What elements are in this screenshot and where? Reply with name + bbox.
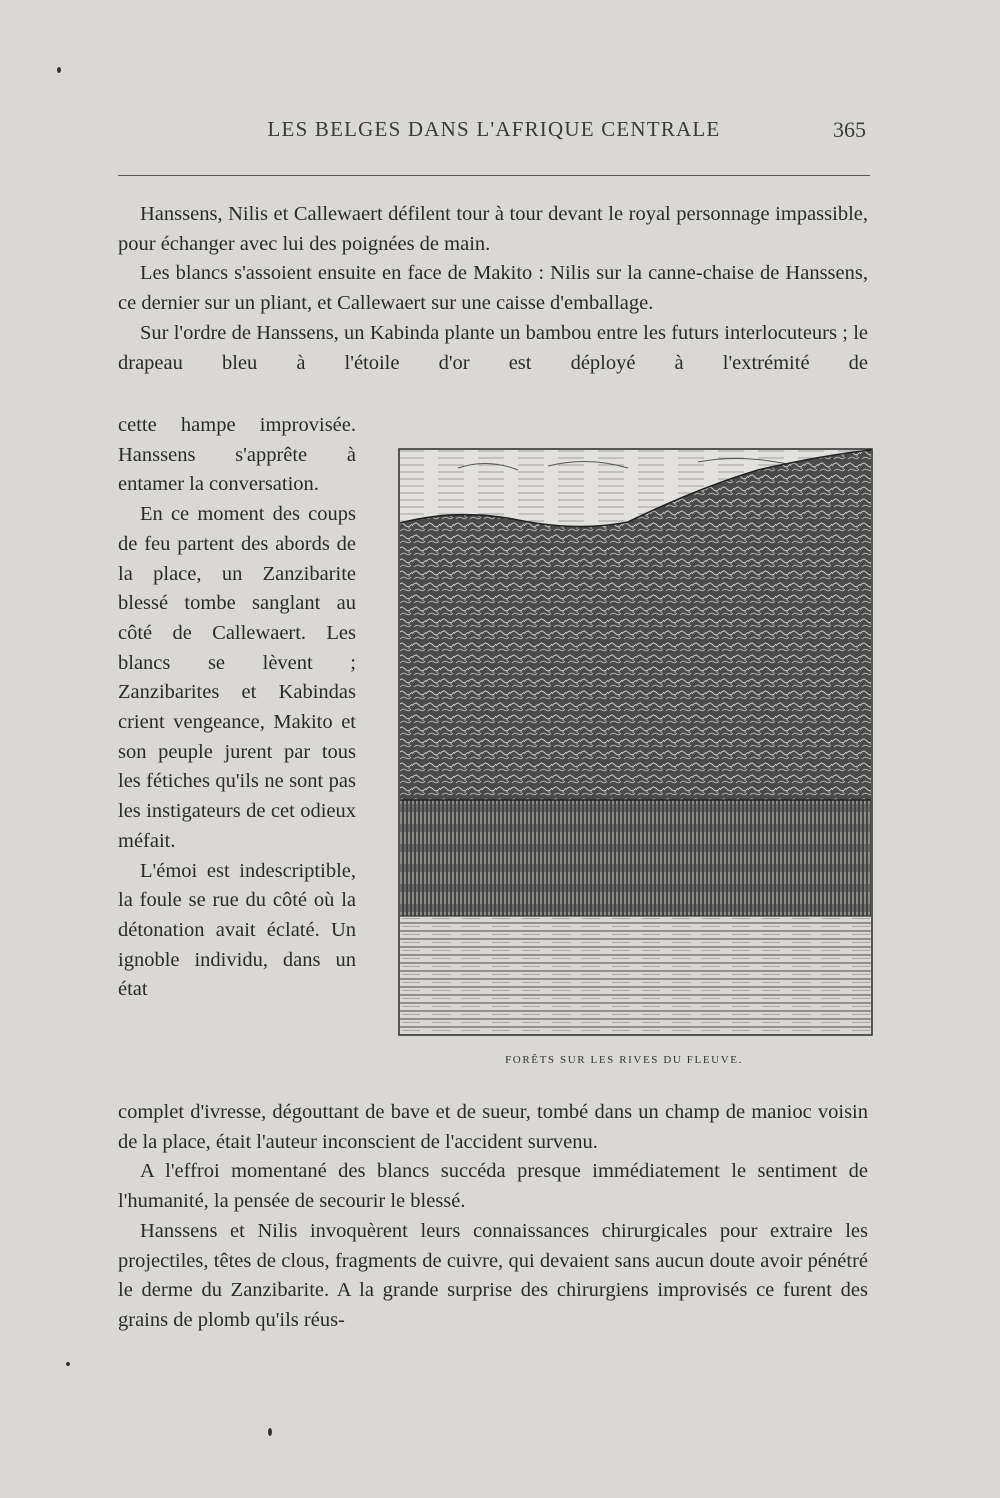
paragraph: complet d'ivresse, dégouttant de bave et de sueur, tombé dans un champ de manioc voisin de la place, était l'auteur inconscient de l'accident survenu. [118, 1101, 868, 1153]
paragraph: A l'effroi momentané des blancs succéda presque immédiatement le sentiment de l'humanité, la pensée de secourir le blessé. [118, 1160, 868, 1213]
paper-speck [57, 67, 61, 73]
paragraph: Hanssens et Nilis invoquèrent leurs connaissances chirurgicales pour extraire les projectiles, têtes de clous, fragments de cuivre, qui devaient sans aucun doute avoir pénétré le derme du Zanzibarite. A la grande surprise des chirurgiens improvisés ce furent des grains de plomb qu'ils réus- [118, 1219, 868, 1331]
body-text-top [118, 200, 868, 378]
paragraph: Sur l'ordre de Hanssens, un Kabinda plante un bambou entre les futurs interlocuteurs ; le drapeau bleu à l'étoile d'or est déployé à l'extrémité de [118, 321, 868, 374]
forest-river-illustration [398, 448, 873, 1036]
paragraph: En ce moment des coups de feu partent des abords de la place, un Zanzibarite blessé tombe sanglant au côté de Callewaert. Les blancs se lèvent ; Zanzibarites et Kabindas crient vengeance, Makito et son peuple jurent par tous les fétiches qu'ils ne sont pas les instigateurs de cet odieux méfait. [118, 503, 356, 852]
paper-speck [66, 1362, 70, 1366]
paragraph: L'émoi est indescriptible, la foule se rue du côté où la détonation avait éclaté. Un ignoble individu, dans un état [118, 859, 356, 1001]
header-rule [118, 175, 870, 176]
paper-speck [268, 1428, 272, 1436]
running-header [118, 113, 870, 147]
body-text-bottom [118, 1098, 868, 1336]
paragraph: cette hampe improvisée. Hanssens s'apprête à entamer la conversation. [118, 414, 356, 496]
running-title: LES BELGES DANS L'AFRIQUE CENTRALE [267, 117, 721, 141]
figure-caption: FORÊTS SUR LES RIVES DU FLEUVE. [505, 1054, 743, 1066]
engraving-forest-river-icon [398, 448, 873, 1036]
page-number: 365 [833, 117, 866, 142]
paragraph: Les blancs s'assoient ensuite en face de Makito : Nilis sur la canne-chaise de Hanssens, ce dernier sur un pliant, et Callewaert sur une caisse d'emballage. [118, 262, 868, 315]
body-text-narrow-column [118, 411, 356, 1005]
paragraph: Hanssens, Nilis et Callewaert défilent tour à tour devant le royal personnage impassible, pour échanger avec lui des poignées de main. [118, 203, 868, 255]
